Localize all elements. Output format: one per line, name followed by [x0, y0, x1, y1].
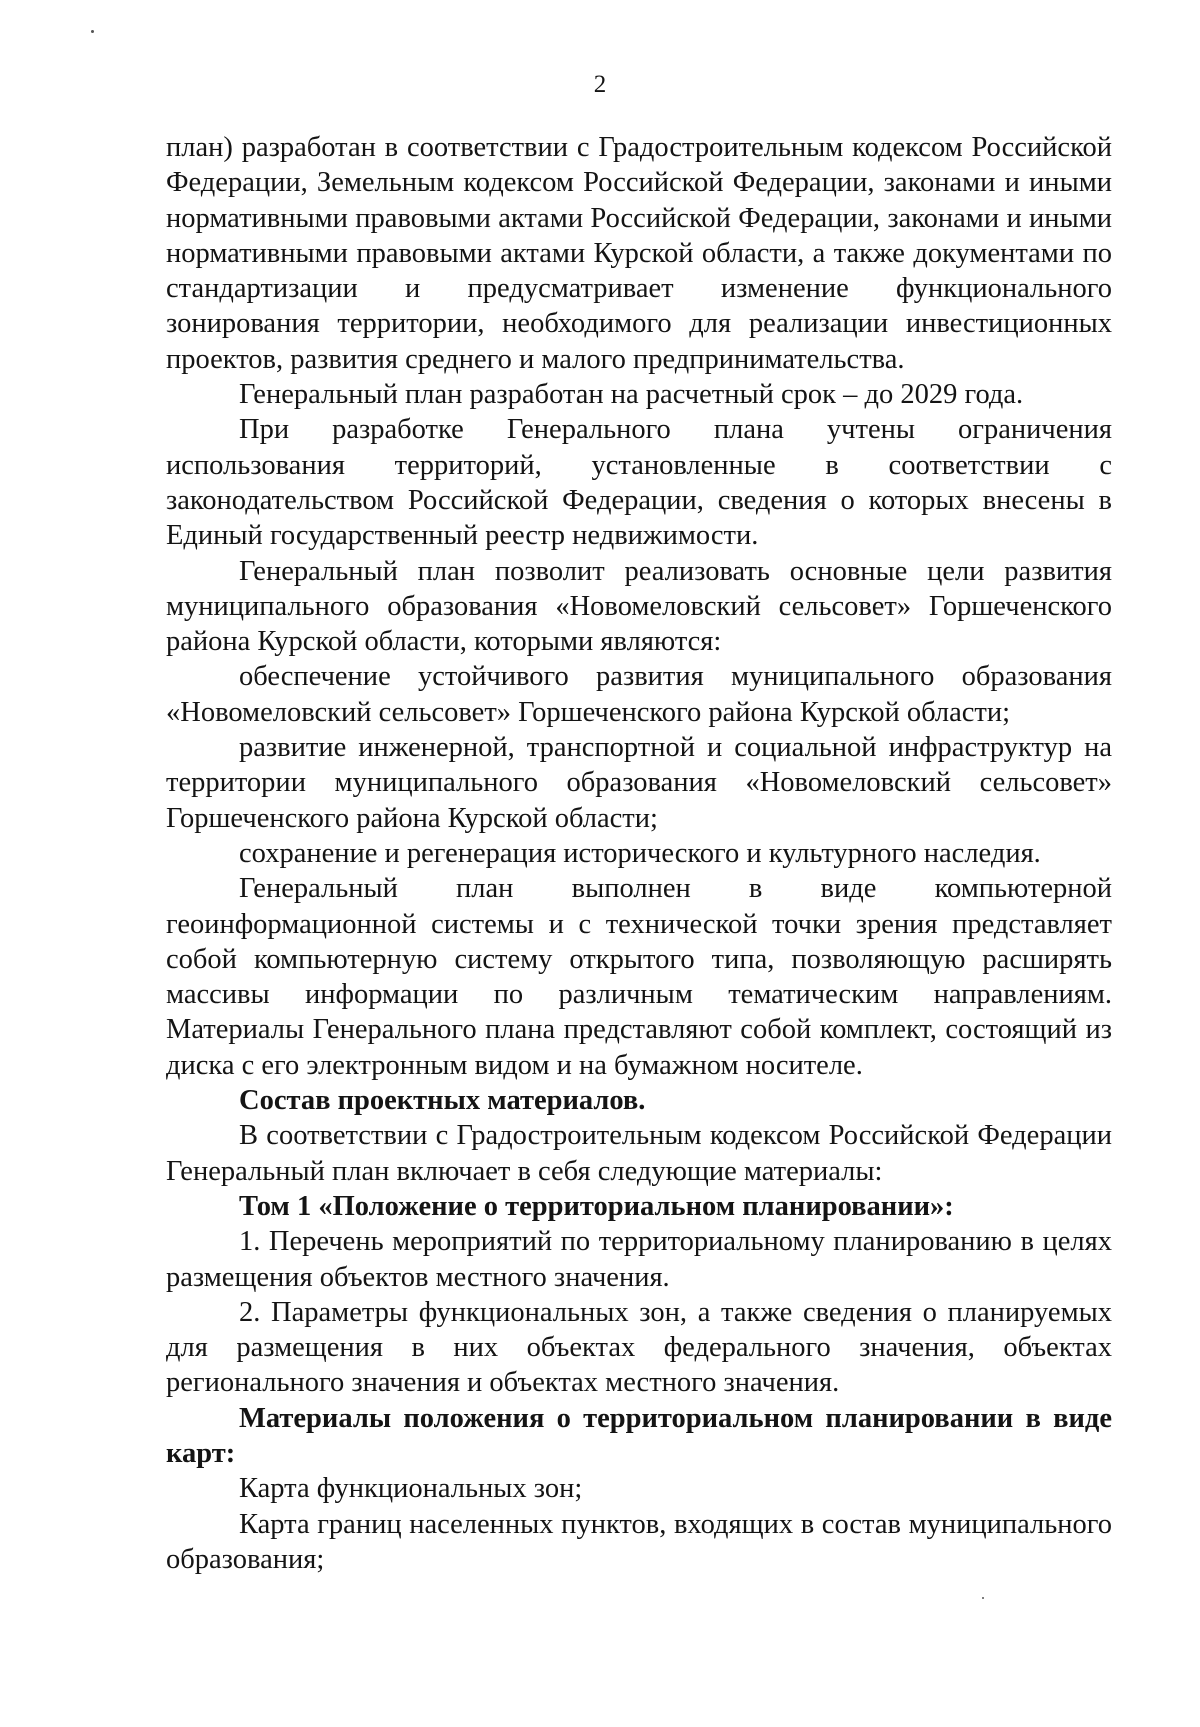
page-number: 2	[593, 71, 607, 98]
document-body	[166, 130, 1112, 1577]
paragraph-calculation-period: Генеральный план разработан на расчетный срок – до 2029 года.	[239, 379, 1024, 411]
heading-map-materials: Материалы положения о территориальном планировании в виде карт:	[166, 1402, 1112, 1469]
heading-volume-1: Том 1 «Положение о территориальном планировании»:	[239, 1190, 954, 1222]
scan-speck	[91, 30, 94, 33]
map-item-settlement-borders: Карта границ населенных пунктов, входящих в состав муниципального образования;	[166, 1508, 1112, 1575]
goal-item-sustainable-development: обеспечение устойчивого развития муниципального образования «Новомеловский сельсовет» Горшеченского района Курской области;	[166, 661, 1112, 728]
scan-speck	[982, 1597, 984, 1599]
goal-item-infrastructure: развитие инженерной, транспортной и социальной инфраструктур на территории муниципального образования «Новомеловский сельсовет» Горшеченского района Курской области;	[166, 732, 1112, 834]
paragraph-materials-intro: В соответствии с Градостроительным кодексом Российской Федерации Генеральный план включает в себя следующие материалы:	[166, 1120, 1112, 1187]
paragraph-intro-continuation: план) разработан в соответствии с Градостроительным кодексом Российской Федерации, Земельным кодексом Российской Федерации, законами и иными нормативными правовыми актами Российской Федерации, законами и иными нормативными правовыми актами Курской области, а также документами по стандартизации и предусматривает изменение функционального зонирования территории, необходимого для реализации инвестиционных проектов, развития среднего и малого предпринимательства.	[166, 132, 1112, 375]
paragraph-restrictions: При разработке Генерального плана учтены ограничения использования территорий, установленные в соответствии с законодательством Российской Федерации, сведения о которых внесены в Единый государственный реестр недвижимости.	[166, 414, 1112, 552]
heading-project-materials: Состав проектных материалов.	[239, 1085, 646, 1117]
goal-item-heritage: сохранение и регенерация исторического и культурного наследия.	[239, 837, 1041, 869]
map-item-functional-zones: Карта функциональных зон;	[239, 1473, 583, 1505]
paragraph-goals: Генеральный план позволит реализовать основные цели развития муниципального образования «Новомеловский сельсовет» Горшеченского района Курской области, которыми являются:	[166, 555, 1112, 658]
paragraph-gis: Генеральный план выполнен в виде компьютерной геоинформационной системы и с технической точки зрения представляет собой компьютерную систему открытого типа, позволяющую расширять массивы информации по различным тематическим направлениям. Материалы Генерального плана представляют собой комплект, состоящий из диска с его электронным видом и на бумажном носителе.	[166, 873, 1112, 1081]
list-item-2: 2. Параметры функциональных зон, а также сведения о планируемых для размещения в них объектах федерального значения, объектах регионального значения и объектах местного значения.	[166, 1296, 1112, 1399]
list-item-1: 1. Перечень мероприятий по территориальному планированию в целях размещения объектов местного значения.	[166, 1226, 1112, 1293]
